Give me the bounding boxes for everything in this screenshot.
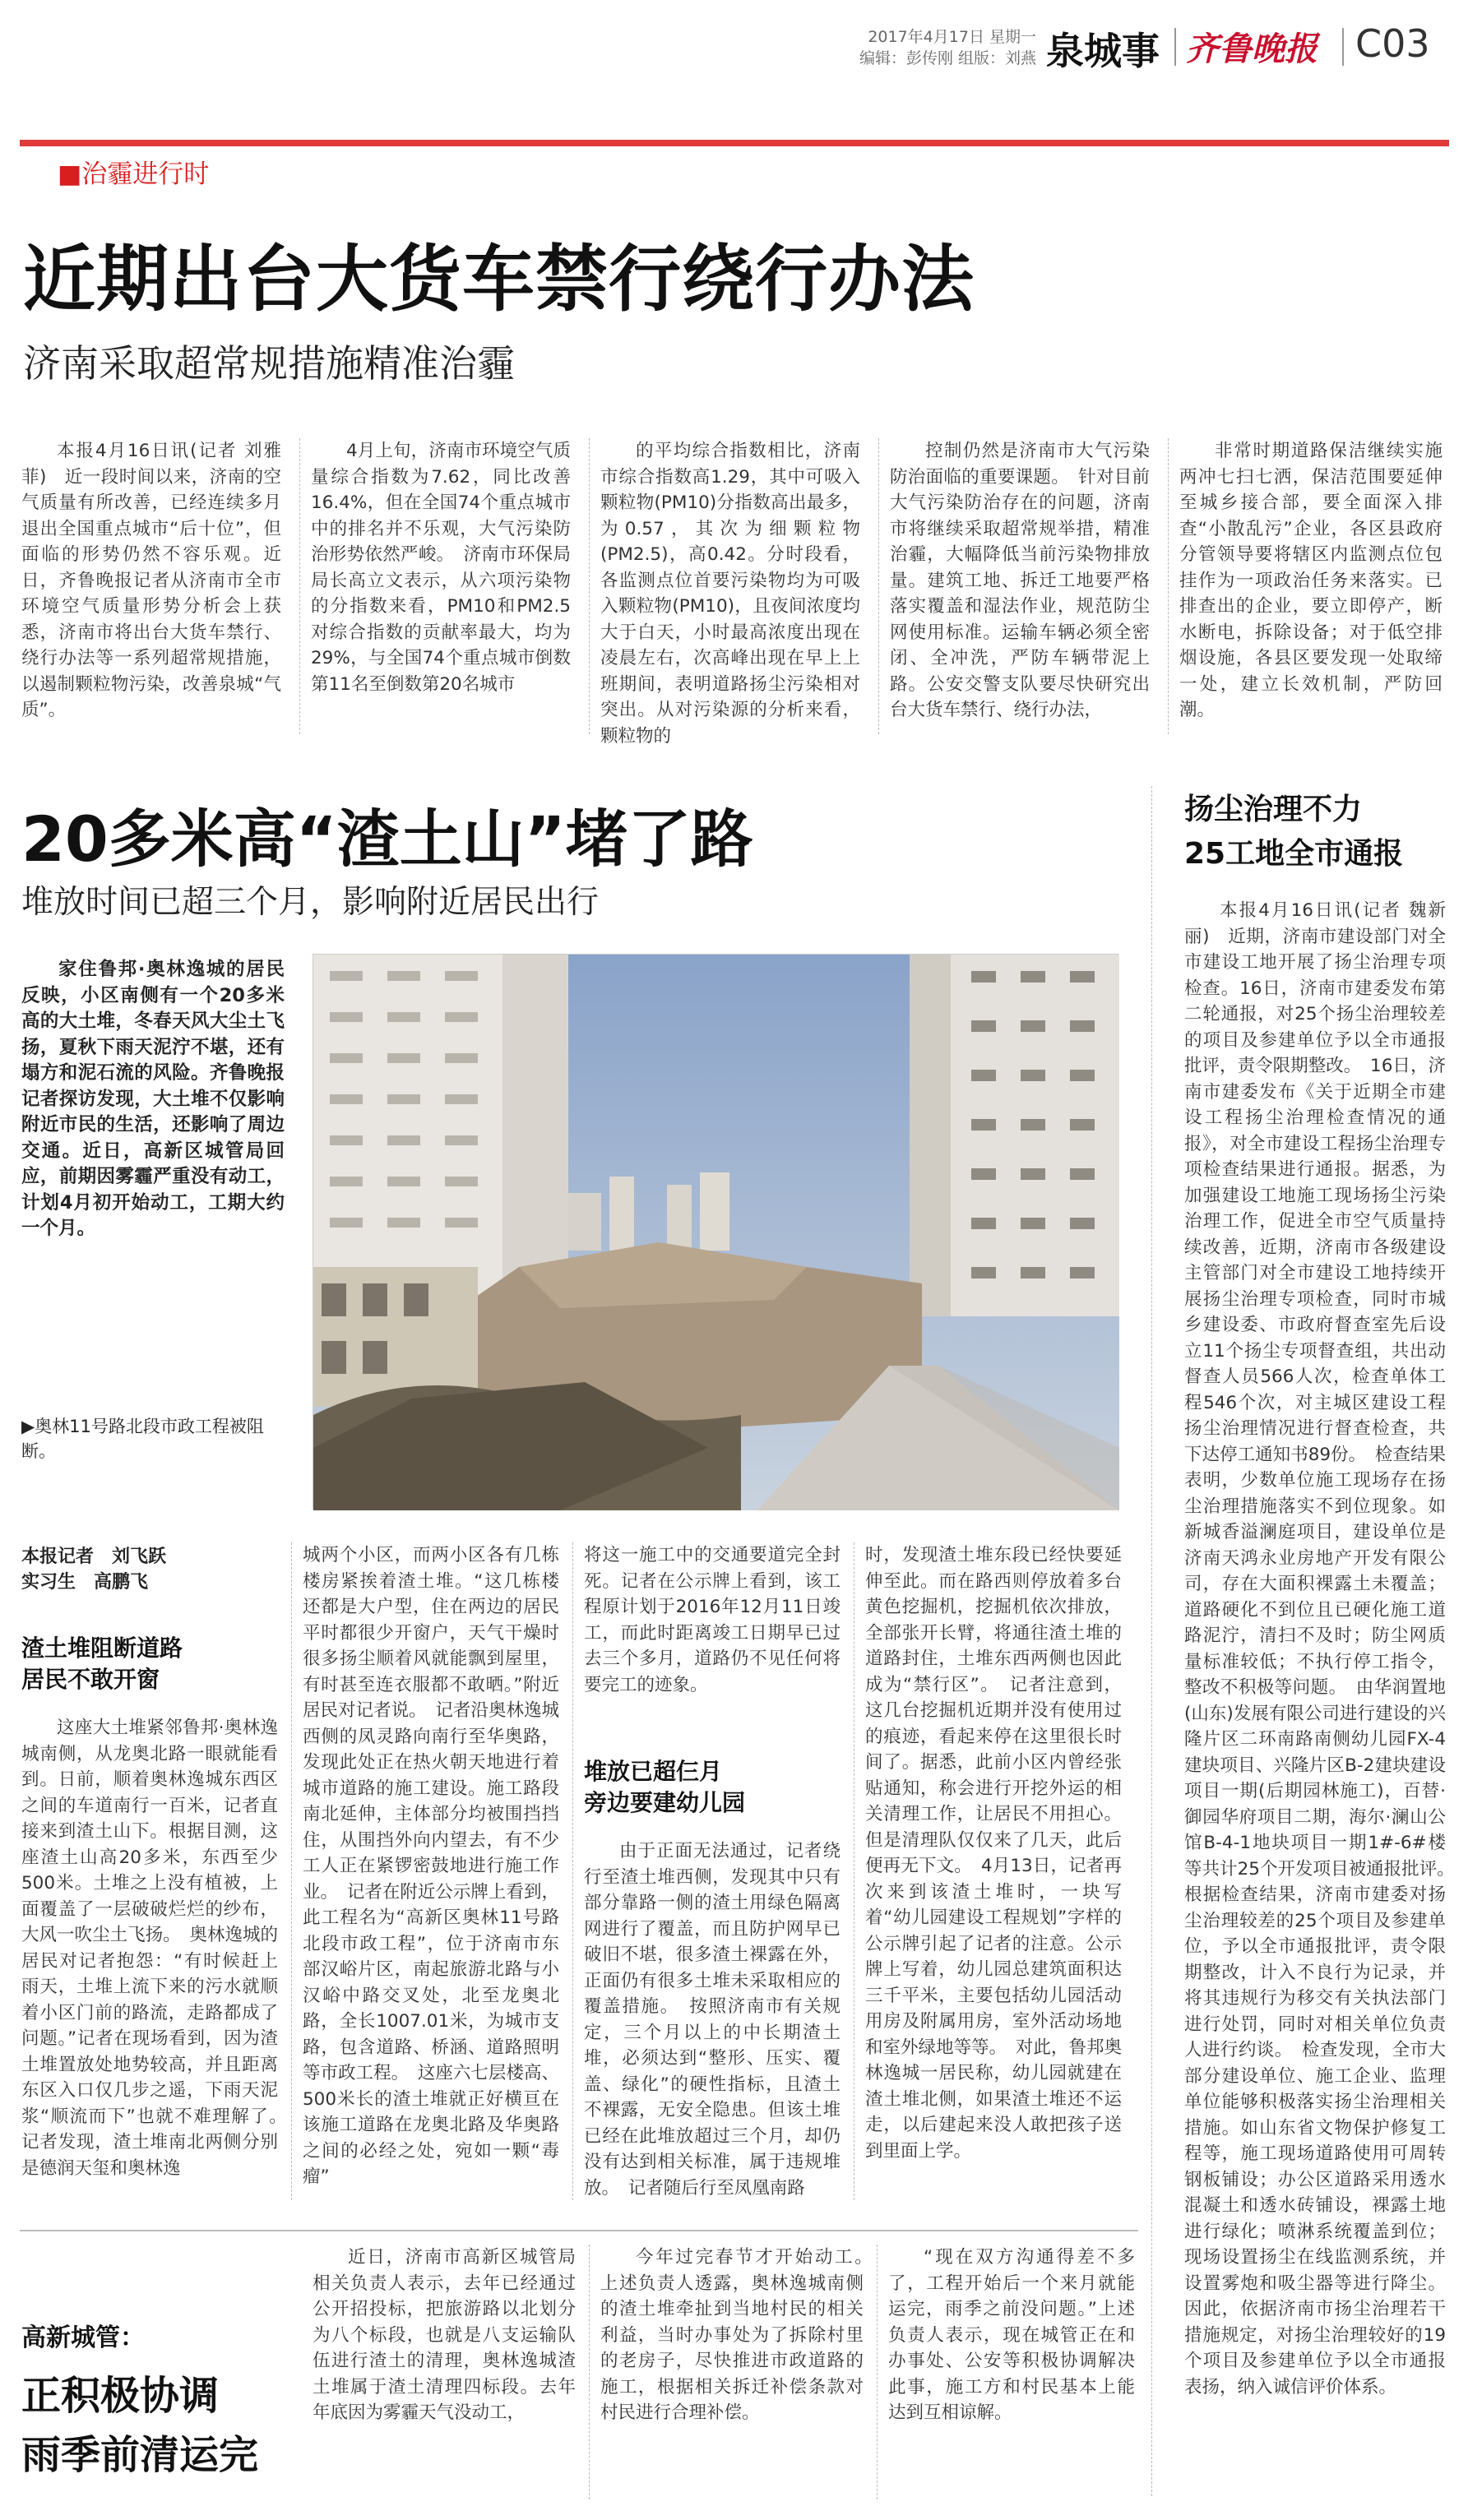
paper-name: 齐鲁晚报 [1186,30,1317,68]
dust-reporters: 本报记者 刘飞跃 实习生 高鹏飞 [21,1547,167,1593]
top-col-2: 4月上旬，济南市环境空气质量综合指数为7.62，同比改善16.4%，但在全国74个重点城市中的排名并不乐观，大气污染防治形势依然严峻。 济南市环保局局长高立文表示，从六项污染物的分指数来看，PM10和PM2.5对综合指数的贡献率最大，均为29%，与全国74个重点城市倒数第11名至倒数第20名城市 [311,441,571,695]
dust-col-2: 城两个小区，而两小区各有几栋楼房紧挨着渣土堆。“这几栋楼还都是大户型，住在两边的居民平时都很少开窗户，天气干燥时很多扬尘顺着风就能飘到屋里，有时甚至连衣服都不敢晒。”附近居民对记者说。 记者沿奥林逸城西侧的凤灵路向南行至华奥路，发现此处正在热火朝天地进行着城市道路的施工建设。施工路段南北延伸，主体部分均被围挡挡住，从围挡外向内望去，有不少工人正在紧锣密鼓地进行施工作业。 记者在附近公示牌上看到，此工程名为“高新区奥林11号路北段市政工程”，位于济南市东部汉峪片区，南起旅游北路与小汉峪中路交叉处，北至龙奥北路，全长1007.01米，为城市支路，包含道路、桥涵、道路照明等市政工程。 这座六七层楼高、500米长的渣土堆就正好横亘在该施工道路在龙奥北路及华奥路之间的必经之处，宛如一颗“毒瘤” [303,1545,559,2187]
sidebar-headline: 扬尘治理不力 25工地全市通报 [1184,793,1404,871]
bottom-label: 高新城管： [21,2323,145,2352]
dust-subhead-1: 渣土堆阻断道路 居民不敢开窗 [21,1635,183,1693]
bottom-col-1: 近日，济南市高新区城管局相关负责人表示，去年已经通过公开招投标，把旅游路以北划分为八个标段，也就是八支运输队伍进行渣土的清理，奥林逸城渣土堆属于渣土清理四标段。去年年底因为雾霾天气没动工， [313,2247,576,2423]
dust-headline: 20多米高“渣土山”堵了路 [21,802,753,876]
top-headline: 近期出台大货车禁行绕行办法 [23,237,975,321]
page-number: C03 [1355,21,1430,66]
bottom-col-2: 今年过完春节才开始动工。 上述负责人透露，奥林逸城南侧的渣土堆牵扯到当地村民的相关利益，当时办事处为了拆除村里的老房子，尽快推进市政道路的施工，根据相关拆迁补偿条款对村民进行合理补偿。 [600,2247,882,2423]
dust-col-1: 这座大土堆紧邻鲁邦·奥林逸城南侧，从龙奥北路一眼就能看到。日前，顺着奥林逸城东西区之间的车道南行一百米，记者直接来到渣土山下。根据目测，这座渣土山高20多米，东西至少500米。土堆之上没有植被，上面覆盖了一层破破烂烂的纱布，大风一吹尘土飞扬。 奥林逸城的居民对记者抱怨：“有时候赶上雨天，土堆上流下来的污水就顺着小区门前的路流，走路都成了问题。”记者在现场看到，因为渣土堆置放处地势较高，并且距离东区入口仅几步之遥，下雨天泥浆“顺流而下”也就不难理解了。 记者发现，渣土堆南北两侧分别是德润天玺和奥林逸 [21,1718,296,2179]
top-col-1: 本报4月16日讯(记者 刘雅菲) 近一段时间以来，济南的空气质量有所改善，已经连续多月退出全国重点城市“后十位”，但面临的形势仍然不容乐观。近日，齐鲁晚报记者从济南市全市环境空气质量形势分析会上获悉，济南市将出台大货车禁行、绕行办法等一系列超常规措施，以遏制颗粒物污染，改善泉城“气质”。 [21,441,281,720]
top-col-3: 的平均综合指数相比，济南市综合指数高1.29，其中可吸入颗粒物(PM10)分指数高出最多，为0.57，其次为细颗粒物(PM2.5)，高0.42。分时段看，各监测点位首要污染物均为可吸入颗粒物(PM10)，且夜间浓度均大于白天，小时最高浓度出现在凌晨左右，次高峰出现在早上上班期间，表明道路扬尘污染相对突出。从对污染源的分析来看，颗粒物的 [600,441,860,747]
kicker: ■治霾进行时 [58,160,210,189]
photo-caption: ▶奥林11号路北段市政工程被阻断。 [21,1417,264,1461]
bottom-headline: 正积极协调 雨季前清运完 [21,2373,259,2478]
top-col-5: 非常时期道路保洁继续实施两冲七扫七洒，保洁范围要延伸至城乡接合部，要全面深入排查“小散乱污”企业，各区县政府分管领导要将辖区内监测点位包挂作为一项政治任务来落实。已排查出的企业，要立即停产，断水断电，拆除设备；对于低空排烟设施，各县区要发现一处取缔一处，建立长效机制，严防回潮。 [1179,441,1443,720]
dust-subhead: 堆放时间已超三个月，影响附近居民出行 [21,884,600,921]
dust-subhead-2: 堆放已超仨月 旁边要建幼儿园 [584,1758,746,1816]
section-name: 泉城事 [1046,29,1160,73]
top-subhead: 济南采取超常规措施精准治霾 [23,341,515,386]
construction-photo [313,954,1118,1510]
header-divider-1 [1174,28,1176,66]
bottom-col-3: “现在双方沟通得差不多了，工程开始后一个来月就能运完，雨季之前没问题。”上述负责人表示，现在城管正在和办事处、公安等积极协调解决此事，施工方和村民基本上能达到互相谅解。 [888,2247,1135,2423]
header-date: 2017年4月17日 星期一 [868,28,1036,46]
header-divider-2 [1342,28,1344,66]
bottom-rule [20,2230,1138,2231]
dust-col-3b: 由于正面无法通过，记者绕行至渣土堆西侧，发现其中只有部分靠路一侧的渣土用绿色隔离网进行了覆盖，而且防护网早已破旧不堪，很多渣土裸露在外，正面仍有很多土堆未采取相应的覆盖措施。 按照济南市有关规定，三个月以上的中长期渣土堆，必须达到“整形、压实、覆盖、绿化”的硬性指标，且渣土不裸露，无安全隐患。但该土堆已经在此堆放超过三个月，却仍没有达到相关标准，属于违规堆放。 记者随后行至凤凰南路 [584,1841,841,2199]
sidebar-text: 本报4月16日讯(记者 魏新丽) 近期，济南市建设部门对全市建设工地开展了扬尘治理专项检查。16日，济南市建委发布第二轮通报，对25个扬尘治理较差的项目及参建单位予以全市通报批评，责令限期整改。 16日，济南市建委发布《关于近期全市建设工程扬尘治理检查情况的通报》，对全市建设工程扬尘治理专项检查结果进行通报。据悉，为加强建设工地施工现场扬尘污染治理工作，促进全市空气质量持续改善，近期，济南市各级建设主管部门对全市建设工地持续开展扬尘治理专项检查，同时市城乡建设委、市政府督查室先后设立11个扬尘专项督查组，共出动督查人员566人次，检查单体工程546个次，对主城区建设工程扬尘治理情况进行督查检查，共下达停工通知书89份。 检查结果表明，少数单位施工现场存在扬尘治理措施落实不到位现象。如新城香溢澜庭项目，建设单位是济南天鸿永业房地产开发有限公司，存在大面积裸露土未覆盖；道路硬化不到位且已硬化施工道路泥泞，清扫不及时；防尘网质量标准较低；不执行停工指令，整改不积极等问题。 由华润置地(山东)发展有限公司进行建设的兴隆片区二环南路南侧幼儿园FX-4建块项目、兴隆片区B-2建块建设项目一期(后期园林施工)，百替·御园华府项目二期，海尔·澜山公馆B-4-1地块项目一期1#-6#楼等共计25个开发项目被通报批评。 根据检查结果，济南市建委对扬尘治理较差的25个项目及参建单位，予以全市通报批评，责令限期整改，计入不良行为记录，并将其违规行为移交有关执法部门进行处罚，同时对相关单位负责人进行约谈。 检查发现，全市大部分建设单位、施工企业、监理单位能够积极落实扬尘治理相关措施。如山东省文物保护修复工程等，施工现场道路使用可周转钢板铺设；办公区道路采用透水混凝土和透水砖铺设，裸露土地进行绿化；喷淋系统覆盖到位；现场设置扬尘在线监测系统，并设置雾炮和吸尘器等进行降尘。因此，依据济南市扬尘治理若干措施规定，对扬尘治理较好的19个项目及参建单位予以全市通报表扬，纳入诚信评价体系。 [1184,900,1464,2397]
dust-lead: 家住鲁邦·奥林逸城的居民反映，小区南侧有一个20多米高的大土堆，冬春天风大尘土飞扬，夏秋下雨天泥泞不堪，还有塌方和泥石流的风险。齐鲁晚报记者探访发现，大土堆不仅影响附近市民的生活，还影响了周边交通。近日，高新区城管局回应，前期因雾霾严重没有动工，计划4月初开始动工，工期大约一个月。 [21,959,285,1239]
header-editor: 编辑：彭传刚 组版：刘燕 [859,49,1036,67]
dust-col-4: 时，发现渣土堆东段已经快要延伸至此。而在路西则停放着多台黄色挖掘机，挖掘机依次排放，全部张开长臂，将通往渣土堆的道路封住，土堆东西两侧也因此成为“禁行区”。 记者注意到，这几台挖掘机近期并没有使用过的痕迹，看起来停在这里很长时间了。据悉，此前小区内曾经张贴通知，称会进行开挖外运的相关清理工作，让居民不用担心。但是清理队仅仅来了几天，此后便再无下文。 4月13日，记者再次来到该渣土堆时，一块写着“幼儿园建设工程规划”字样的公示牌引起了记者的注意。公示牌上写着，幼儿园总建筑面积达三千平米，主要包括幼儿园活动用房及附属用房，室外活动场地和室外绿地等等。 对此，鲁邦奥林逸城一居民称，幼儿园就建在渣土堆北侧，如果渣土堆还不运走，以后建起来没人敢把孩子送到里面上学。 [865,1545,1122,2162]
header-red-rule [20,140,1449,146]
top-col-4: 控制仍然是济南市大气污染防治面临的重要课题。 针对目前大气污染防治存在的问题，济南市将继续采取超常规举措，精准治霾，大幅降低当前污染物排放量。建筑工地、拆迁工地要严格落实覆盖和湿法作业，规范防尘网使用标准。运输车辆必须全密闭、全冲洗，严防车辆带泥上路。公安交警支队要尽快研究出台大货车禁行、绕行办法， [890,441,1150,720]
dust-col-3: 将这一施工中的交通要道完全封死。记者在公示牌上看到，该工程原计划于2016年12月11日竣工，而此时距离竣工日期早已过去三个多月，道路仍不见任何将要完工的迹象。 [584,1545,841,1695]
